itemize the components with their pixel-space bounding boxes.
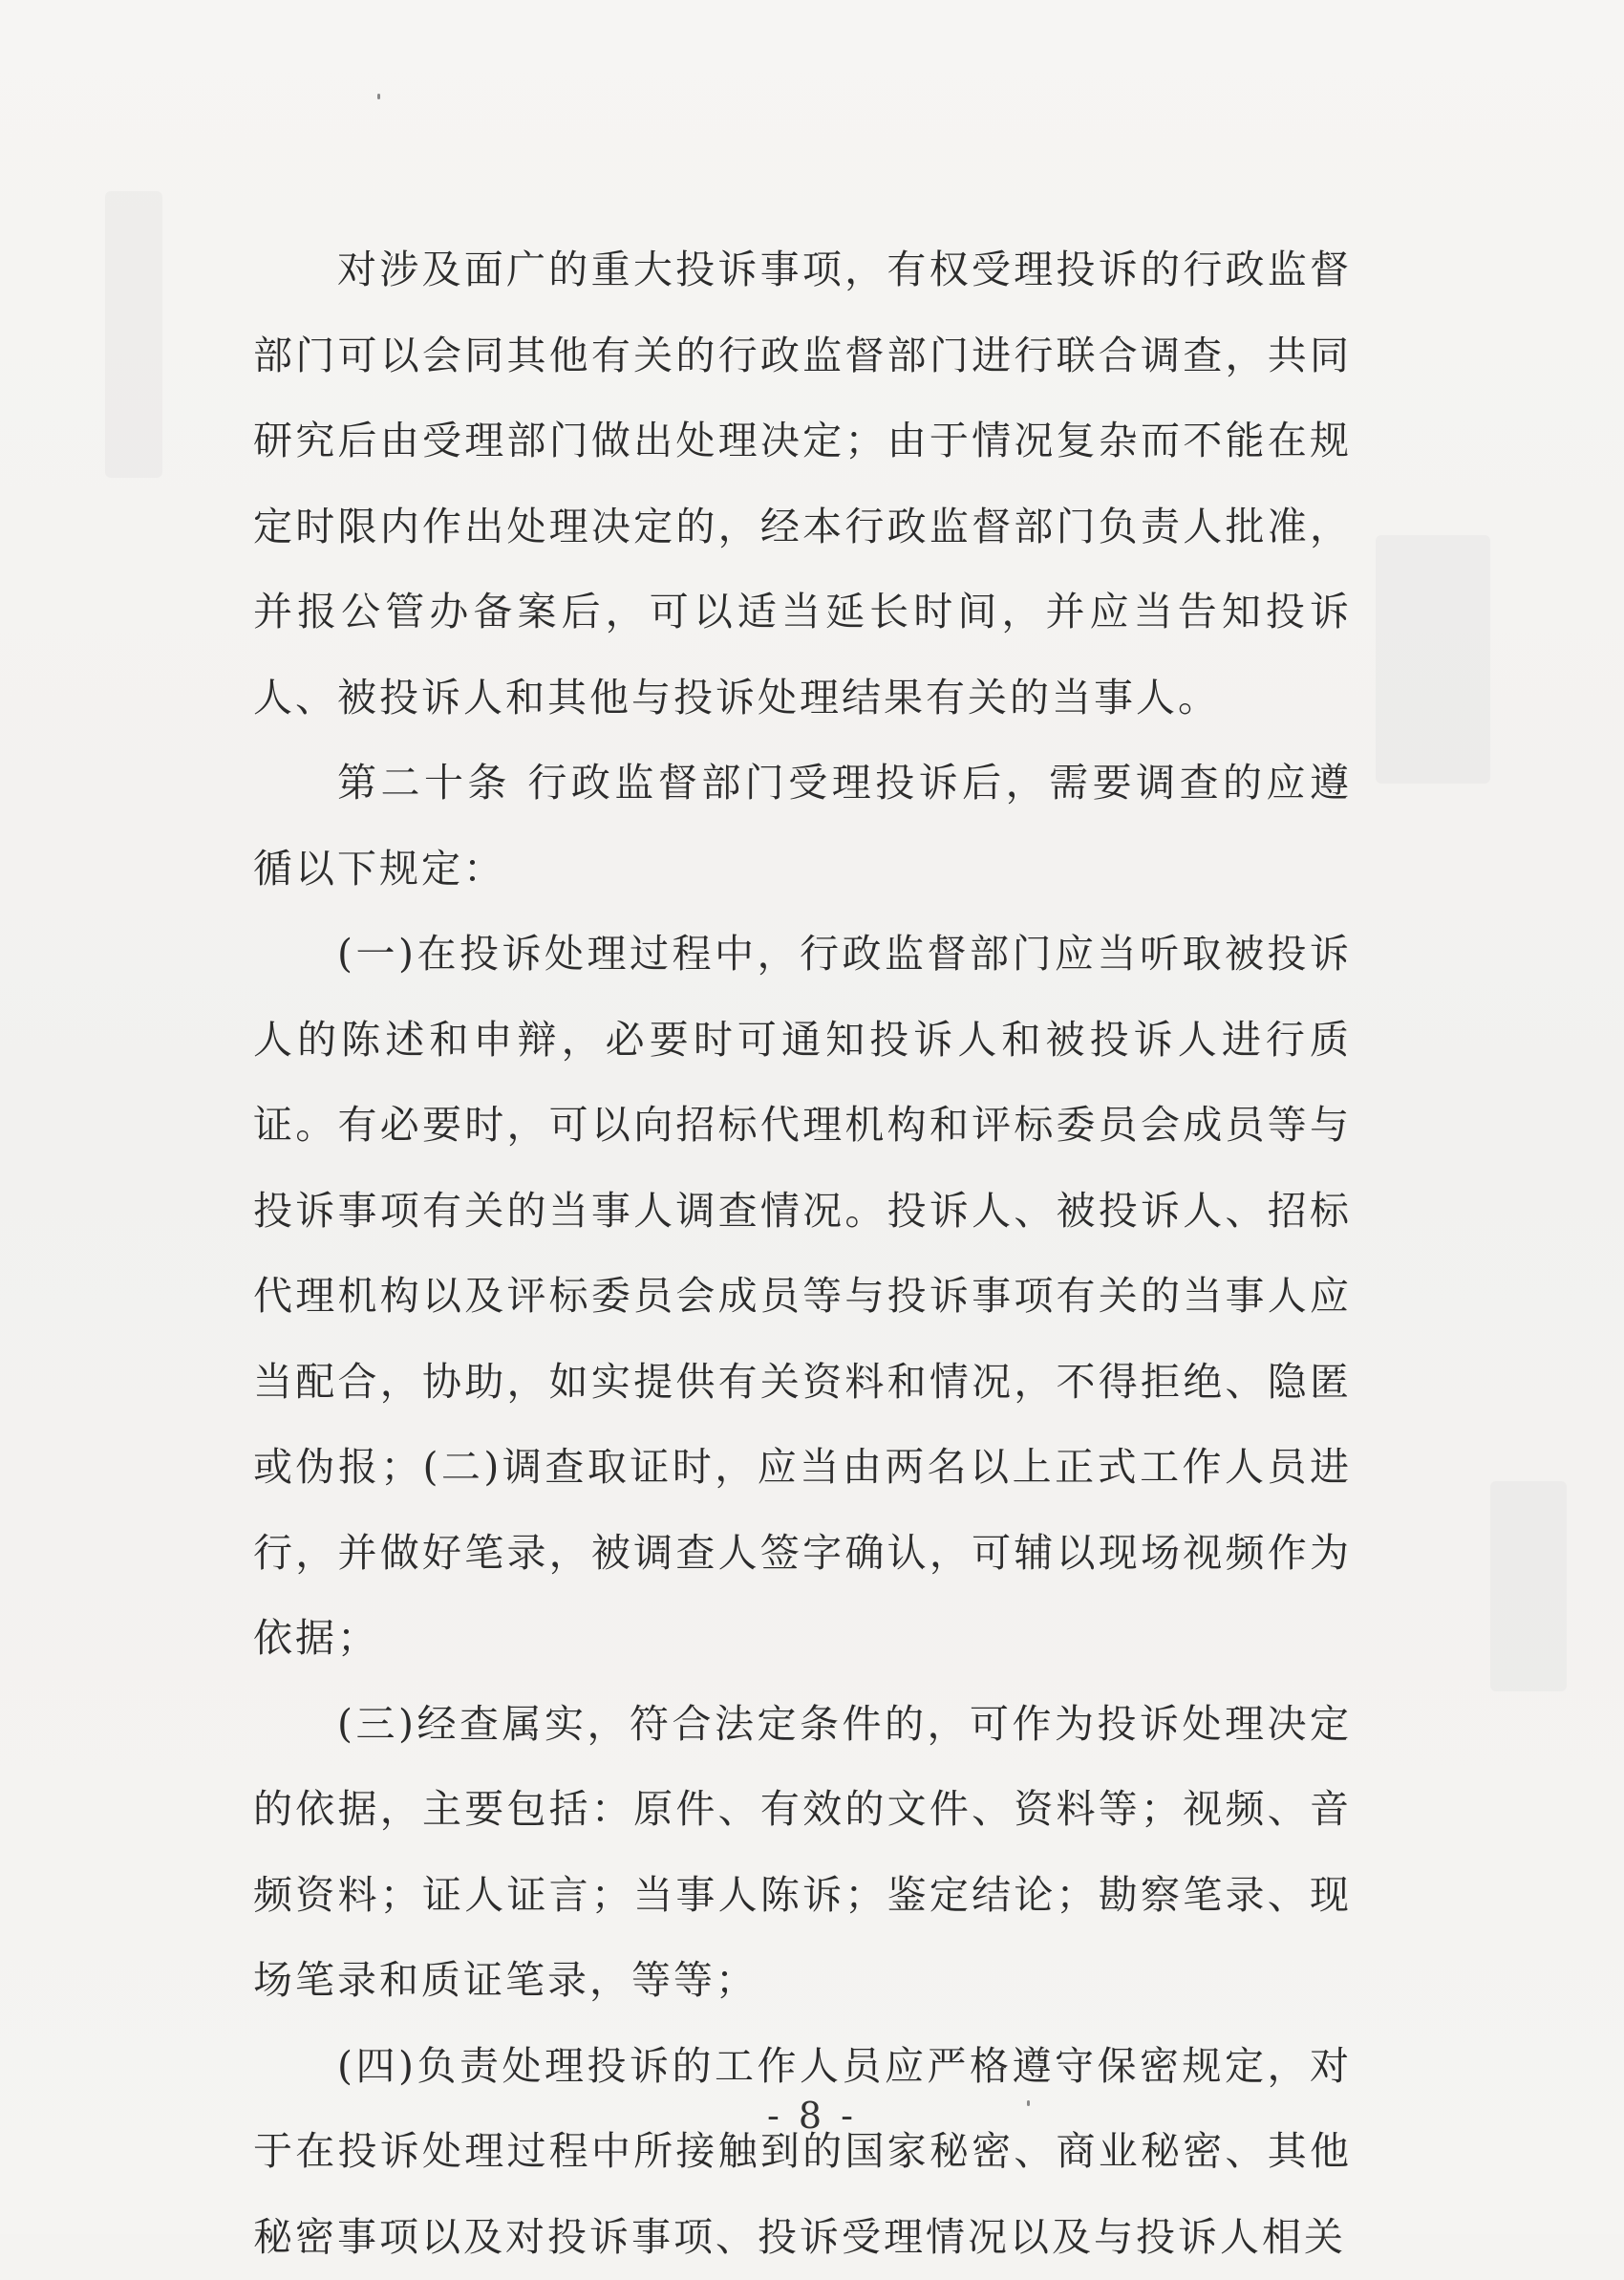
bleed-through-mark bbox=[1490, 1481, 1567, 1691]
body-text bbox=[253, 227, 1352, 2280]
paragraph-item-4: (四)负责处理投诉的工作人员应严格遵守保密规定，对于在投诉处理过程中所接触到的国家秘密、商业秘密、其他秘密事项以及对投诉事项、投诉受理情况以及与投诉人相关 bbox=[253, 2024, 1352, 2280]
bleed-through-mark bbox=[1376, 535, 1490, 784]
page-number: - 8 - bbox=[0, 2095, 1624, 2137]
scan-speck bbox=[377, 94, 380, 99]
bleed-through-mark bbox=[105, 191, 162, 478]
paragraph-item-3: (三)经查属实，符合法定条件的，可作为投诉处理决定的依据，主要包括：原件、有效的文件、资料等；视频、音频资料；证人证言；当事人陈诉；鉴定结论；勘察笔录、现场笔录和质证笔录，等等； bbox=[253, 1682, 1352, 2024]
paragraph-item-1-2: (一)在投诉处理过程中，行政监督部门应当听取被投诉人的陈述和申辩，必要时可通知投诉人和被投诉人进行质证。有必要时，可以向招标代理机构和评标委员会成员等与投诉事项有关的当事人调查情况。投诉人、被投诉人、招标代理机构以及评标委员会成员等与投诉事项有关的当事人应当配合，协助，如实提供有关资料和情况，不得拒绝、隐匿或伪报；(二)调查取证时，应当由两名以上正式工作人员进行，并做好笔录，被调查人签字确认，可辅以现场视频作为依据； bbox=[253, 912, 1352, 1682]
paragraph-article-20: 第二十条 行政监督部门受理投诉后，需要调查的应遵循以下规定： bbox=[253, 741, 1352, 912]
paragraph-joint-investigation: 对涉及面广的重大投诉事项，有权受理投诉的行政监督部门可以会同其他有关的行政监督部门进行联合调查，共同研究后由受理部门做出处理决定；由于情况复杂而不能在规定时限内作出处理决定的，经本行政监督部门负责人批准，并报公管办备案后，可以适当延长时间，并应当告知投诉人、被投诉人和其他与投诉处理结果有关的当事人。 bbox=[253, 227, 1352, 741]
